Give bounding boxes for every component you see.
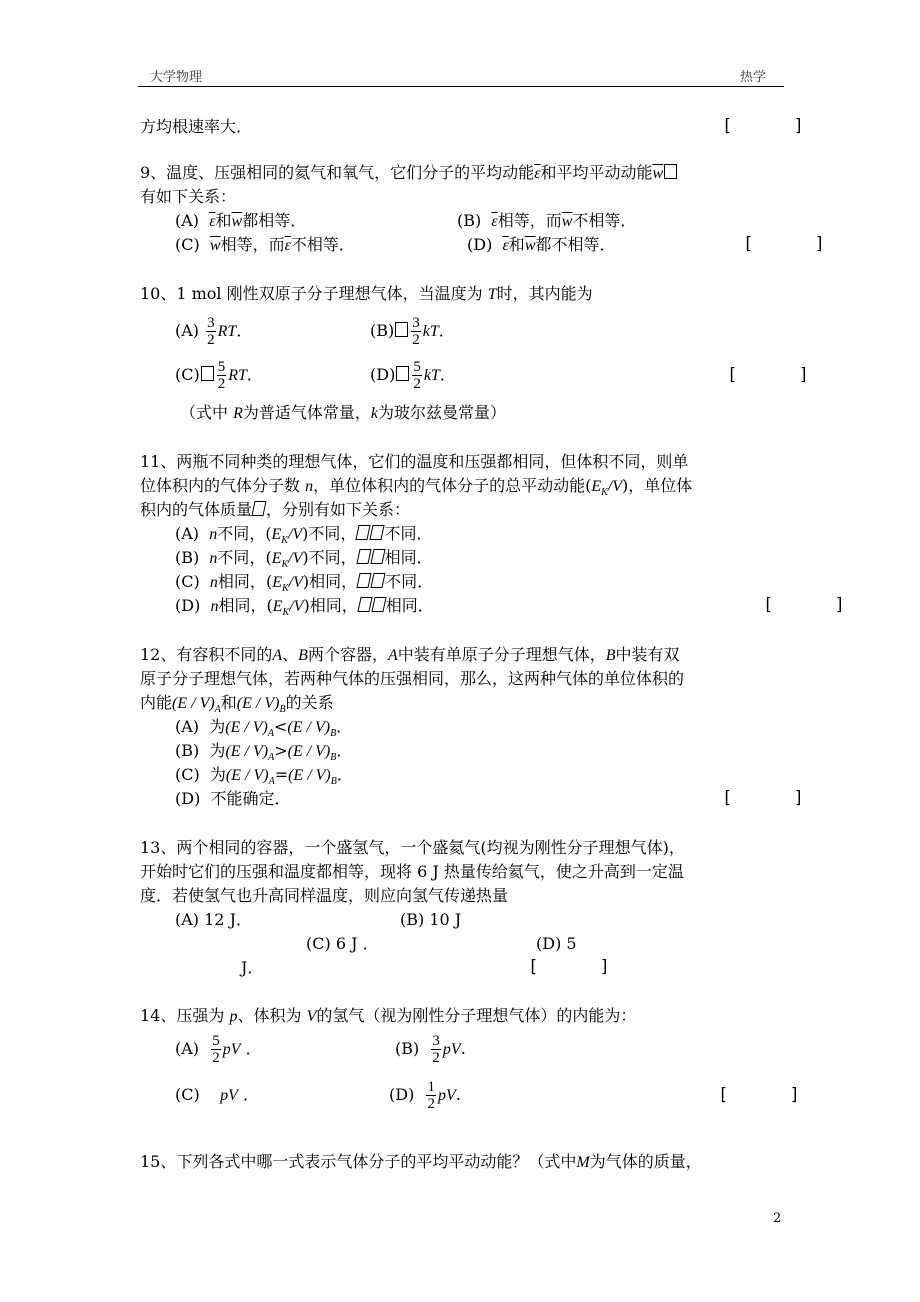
q12-stem-line1: 12、有容积不同的A、B两个容器，A中装有单原子分子理想气体，B中装有双 [140, 645, 680, 664]
missing-glyph-box [370, 549, 385, 564]
missing-glyph-box [395, 322, 408, 337]
q11-stem-line2: 位体积内的气体分子数 n，单位体积内的气体分子的总平动动能$(E_K/V)$，单位体 [140, 476, 693, 499]
q12-stem-line2: 原子分子理想气体，若两种气体的压强相同，那么，这两种气体的单位体积的 [140, 669, 685, 688]
q11-option-d: (D) n相同，$(E_K/V)$相同， 相同． [175, 596, 434, 619]
fraction-3-2: $\frac{3}{2}$ [412, 315, 420, 348]
q13-option-a: (A) 12 J． [175, 910, 252, 929]
q9-stem-line2: 有如下关系： [140, 187, 237, 206]
header-rule [138, 86, 784, 87]
q10-answer-bracket: [ ] [727, 365, 809, 385]
q12-stem-line3: 内能$(E / V)_A$和$(E / V)_B$的关系 [140, 693, 334, 716]
q14-option-d: (D) $\frac{1}{2}$ pV. [389, 1079, 461, 1112]
q12-option-b: (B) 为$(E / V)_A>(E / V)_B$． [175, 741, 353, 764]
q9-option-b: (B) $\overline{\varepsilon}$相等，而$\overline{w}$不相等． [457, 211, 637, 230]
fraction-5-2: $\frac{5}{2}$ [212, 1033, 220, 1066]
q12-option-d: (D) 不能确定． [175, 789, 291, 808]
header-course-title: 大学物理 [150, 70, 203, 85]
q10-option-b: (B) $\frac{3}{2}$ kT． [370, 315, 455, 348]
q14-option-a: (A) $\frac{5}{2}$ pV ． [175, 1033, 262, 1066]
missing-glyph-box [201, 366, 214, 381]
q10-option-c: (C) $\frac{5}{2}$ RT． [175, 359, 263, 392]
q11-option-b: (B) n不同，$(E_K/V)$不同， 相同． [175, 548, 433, 571]
fraction-5-2: $\frac{5}{2}$ [413, 359, 421, 392]
q15-stem: 15、下列各式中哪一式表示气体分子的平均平动动能？（式中M为气体的质量， [140, 1152, 702, 1171]
missing-glyph-box [357, 597, 372, 612]
q11-stem-line3: 积内的气体质量 ，分别有如下关系： [140, 500, 411, 519]
q8-tail: 方均根速率大． [140, 117, 253, 136]
q14-option-b: (B) $\frac{3}{2}$ pV. [395, 1033, 466, 1066]
q13-option-b: (B) 10 J [400, 910, 462, 929]
q13-option-c: (C) 6 J ． [306, 934, 379, 953]
q13-stem-line2: 开始时它们的压强和温度都相等，现将 6 J 热量传给氦气，使之升高到一定温 [140, 862, 684, 881]
missing-glyph-box [396, 366, 409, 381]
missing-glyph-box [357, 573, 372, 588]
q11-option-c: (C) n相同，$(E_K/V)$相同， 不同． [175, 572, 434, 595]
q10-note: （式中 R为普适气体常量，k为玻尔兹曼常量） [180, 403, 507, 422]
q11-answer-bracket: [ ] [763, 595, 845, 615]
missing-glyph-box [664, 164, 677, 179]
q9-option-c: (C) $\overline{w}$相等，而$\overline{\varepsilon}$不相等． [175, 235, 355, 254]
q14-option-c: (C) pV ． [175, 1085, 259, 1104]
q13-stem-line1: 13、两个相同的容器，一个盛氢气，一个盛氦气(均视为刚性分子理想气体)， [140, 838, 685, 857]
missing-glyph-box [370, 525, 385, 540]
q13-answer-bracket: [ ] [528, 957, 610, 977]
q13-option-d-unit: J． [241, 958, 264, 977]
q9-answer-bracket: [ ] [743, 234, 825, 254]
q10-stem: 10、1 mol 刚性双原子分子理想气体，当温度为 T时，其内能为 [140, 284, 593, 303]
q13-stem-line3: 度．若使氢气也升高同样温度，则应向氢气传递热量 [140, 886, 509, 905]
q10-option-a: (A) $\frac{3}{2}$ RT． [175, 315, 253, 348]
q14-stem: 14、压强为 p、体积为 V的氢气（视为刚性分子理想气体）的内能为： [140, 1006, 637, 1025]
q14-answer-bracket: [ ] [718, 1085, 800, 1105]
missing-glyph-box [251, 501, 266, 516]
q9-option-d: (D) $\overline{\varepsilon}$和$\overline{w}$都不相等． [467, 235, 616, 254]
missing-glyph-box [356, 549, 371, 564]
q11-option-a: (A) n不同，$(E_K/V)$不同， 不同． [175, 524, 433, 547]
q12-answer-bracket: [ ] [722, 788, 804, 808]
page-number: 2 [773, 1211, 782, 1226]
fraction-1-2: $\frac{1}{2}$ [427, 1079, 435, 1112]
missing-glyph-box [371, 597, 386, 612]
q12-option-c: (C) 为$(E / V)_A=(E / V)_B$． [175, 765, 353, 788]
q10-option-d: (D) $\frac{5}{2}$ kT． [370, 359, 456, 392]
fraction-3-2: $\frac{3}{2}$ [432, 1033, 440, 1066]
q13-option-d: (D) 5 [536, 934, 577, 953]
q11-stem-line1: 11、两瓶不同种类的理想气体，它们的温度和压强都相同，但体积不同，则单 [140, 452, 689, 471]
header-chapter-title: 热学 [740, 70, 767, 85]
q12-option-a: (A) 为$(E / V)_A<(E / V)_B$． [175, 717, 353, 740]
fraction-3-2: $\frac{3}{2}$ [207, 315, 215, 348]
missing-glyph-box [371, 573, 386, 588]
q8-answer-bracket: [ ] [722, 116, 804, 136]
q9-option-a: (A) $\overline{\varepsilon}$和$\overline{w}$都相等． [175, 211, 307, 230]
q9-stem-line1: 9、温度、压强相同的氦气和氧气，它们分子的平均动能$\overline{\varepsilon}$和平均平动动能$\overline{w}$ [140, 163, 678, 184]
fraction-5-2: $\frac{5}{2}$ [217, 359, 226, 392]
